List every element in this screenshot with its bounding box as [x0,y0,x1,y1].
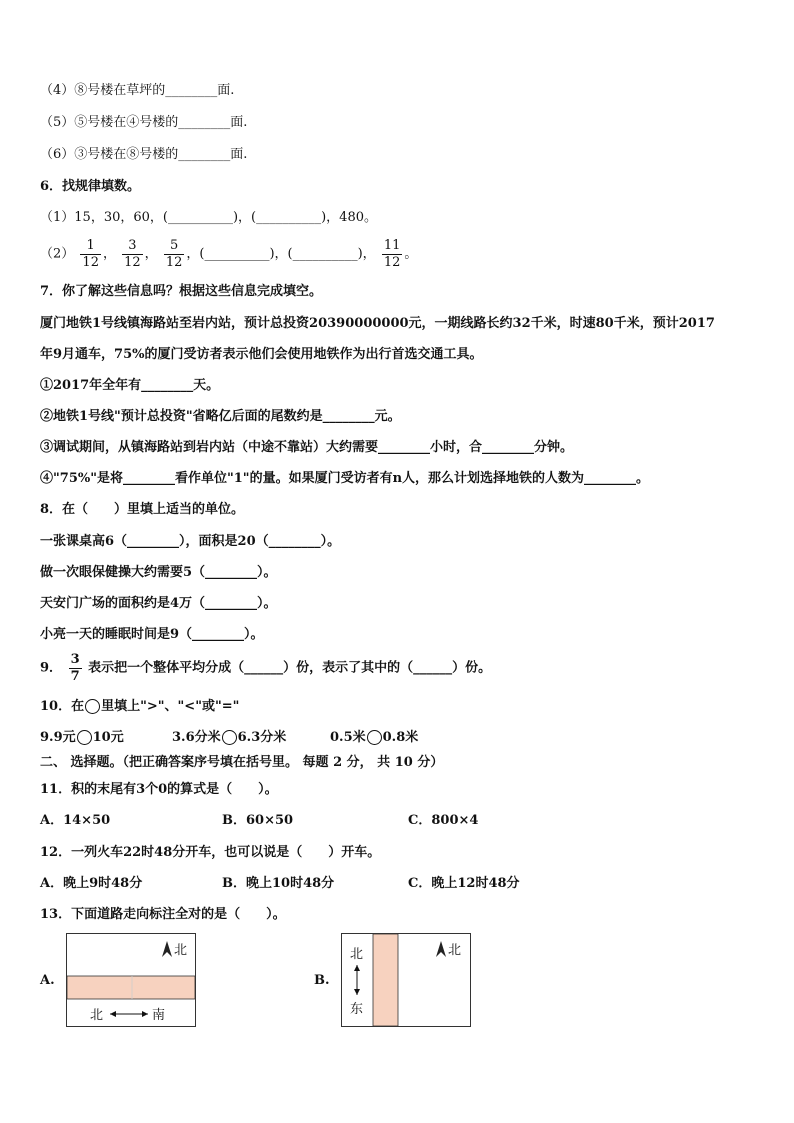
q13-title: 13．下面道路走向标注全对的是（ ）。 [40,907,286,922]
q6-line-2-blanks: ，(__________)，(__________)， [186,246,376,262]
q11-option-c[interactable]: C．800×4 [408,813,479,828]
q10-compare-2 [172,730,286,745]
q10-compare-3-left: 0.5米 [330,730,366,745]
q10-compare-2-left: 3.6分米 [172,730,221,745]
q13-option-a-label[interactable]: A. [40,973,55,988]
road-horizontal [67,976,195,999]
q10-compare-3 [330,730,418,745]
road-label-east-b: 东 [350,1002,364,1017]
q10-title-a: 10．在 [40,699,85,714]
fraction-5-12: $\frac{5}{12}$ [165,238,183,270]
q9-prefix: 9． [40,660,63,676]
q7-title: 7．你了解这些信息吗？根据这些信息完成填空。 [40,284,323,299]
north-mark-b: 北 [448,943,462,958]
road-vertical [373,934,398,1026]
compare-circle-1[interactable] [77,730,92,745]
q12-option-a[interactable]: A．晚上9时48分 [40,876,143,891]
q12-title: 12．一列火车22时48分开车，也可以说是（ ）开车。 [40,845,381,860]
q10-title-b: 里填上">"、"<"或"=" [101,699,240,714]
q10-compare-1-right: 10元 [92,730,124,745]
q6-title: 6．找规律填数。 [40,179,141,194]
q10-compare-3-right: 0.8米 [382,730,419,745]
q7-paragraph-line-2: 年9月通车，75%的厦门受访者表示他们会使用地铁作为出行首选交通工具。 [40,347,483,362]
q10-title [40,699,239,714]
fraction-1-12: $\frac{1}{12}$ [82,238,99,270]
north-mark-a: 北 [174,943,188,958]
q7-sub-4: ④"75%"是将________看作单位"1"的量。如果厦门受访者有n人，那么计划选择地铁的人数为________。 [40,471,650,486]
q6-line-2-end: 。 [404,246,418,262]
compare-circle-3[interactable] [367,730,382,745]
q6-line-2-prefix: （2） [40,246,75,262]
section-2-title: 二、 选择题。（把正确答案序号填在括号里。 每题 2 分， 共 10 分） [40,755,444,770]
q6-line-2 [40,238,417,270]
q12-option-b[interactable]: B．晚上10时48分 [222,876,335,891]
q9-text: 表示把一个整体平均分成（______）份，表示了其中的（______）份。 [88,660,492,676]
q7-sub-1: ①2017年全年有________天。 [40,378,220,393]
compare-circle-2[interactable] [222,730,237,745]
q8-line-2: 做一次眼保健操大约需要5（________）。 [40,565,277,580]
q10-compare-1 [40,730,124,745]
road-label-south-a: 南 [152,1008,166,1023]
q6-line-1: （1）15，30，60，(__________)，(__________)，480。 [40,210,377,225]
q10-compare-1-left: 9.9元 [40,730,76,745]
q5-line-6: （6）③号楼在⑧号楼的________面. [40,147,248,162]
compare-circle-icon [85,699,100,714]
q11-option-b[interactable]: B．60×50 [222,813,294,828]
q13-option-a-diagram[interactable] [66,933,196,1027]
q7-paragraph-line-1: 厦门地铁1号线镇海路站至岩内站，预计总投资20390000000元，一期线路长约32千米，时速80千米，预计2017 [40,316,715,331]
comma: ， [144,246,158,262]
q13-option-b-label[interactable]: B. [314,973,330,988]
q12-option-c[interactable]: C．晚上12时48分 [408,876,520,891]
road-label-north-a: 北 [90,1008,104,1023]
fraction-3-7: $\frac{3}{7}$ [70,652,80,684]
fraction-11-12: $\frac{11}{12}$ [383,238,401,270]
q11-title: 11．积的末尾有3个0的算式是（ ）。 [40,782,278,797]
q8-line-4: 小亮一天的睡眠时间是9（________）。 [40,627,264,642]
q5-line-4: （4）⑧号楼在草坪的________面. [40,83,235,98]
road-label-north-b: 北 [350,947,364,962]
q8-title: 8．在（ ）里填上适当的单位。 [40,502,245,517]
q8-line-1: 一张课桌高6（________），面积是20（________）。 [40,534,341,549]
q9-line [40,652,491,684]
q11-option-a[interactable]: A．14×50 [40,813,111,828]
fraction-3-12: $\frac{3}{12}$ [124,238,141,270]
q10-compare-2-right: 6.3分米 [237,730,287,745]
q8-line-3: 天安门广场的面积约是4万（________）。 [40,596,277,611]
q7-sub-2: ②地铁1号线"预计总投资"省略亿后面的尾数约是________元。 [40,409,401,424]
q5-line-5: （5）⑤号楼在④号楼的________面. [40,115,248,130]
q13-option-b-diagram[interactable] [341,933,471,1027]
comma: ， [102,246,116,262]
q7-sub-3: ③调试期间，从镇海路站到岩内站（中途不靠站）大约需要________小时，合________分钟。 [40,440,574,455]
